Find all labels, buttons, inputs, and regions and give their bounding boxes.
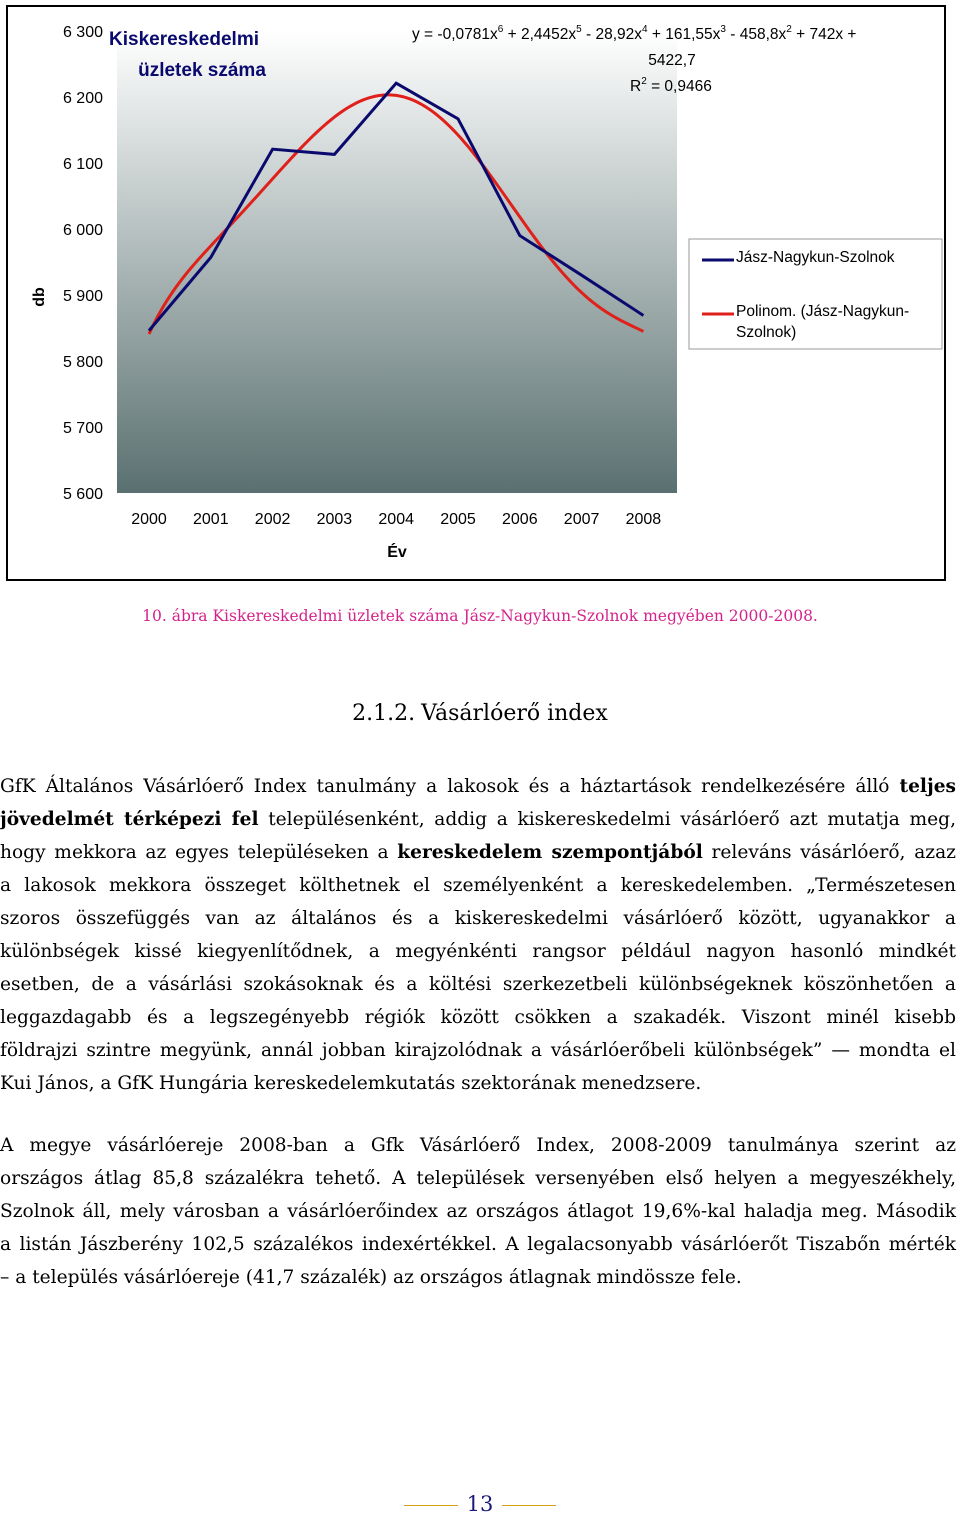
- text-line: [0, 1228, 956, 1261]
- chart-frame: [6, 5, 946, 581]
- text-line: [0, 869, 956, 902]
- footer-rule-right: [502, 1505, 556, 1506]
- line-chart: [8, 7, 948, 583]
- text-run: GfK Általános Vásárlóerő Index tanulmány a lakosok és a háztartások rendelkezésére álló: [0, 776, 900, 797]
- x-tick-label: 2008: [625, 511, 662, 528]
- text-run: A megye vásárlóereje 2008-ban a Gfk Vásárlóerő Index, 2008-2009 tanulmánya szerint az: [0, 1135, 956, 1156]
- page-footer: [0, 1492, 960, 1516]
- y-axis-label: db: [31, 287, 48, 307]
- y-tick-label: 6 100: [62, 156, 103, 173]
- x-tick-label: 2007: [563, 511, 600, 528]
- y-tick-label: 6 300: [62, 24, 103, 41]
- text-line: [0, 968, 956, 1001]
- text-line: [0, 1129, 956, 1162]
- text-line: [0, 1261, 956, 1294]
- legend-label-polynomial-trend-line-1: Polinom. (Jász-Nagykun-: [736, 303, 910, 320]
- trend-equation: $y = -0,0781x^6 + 2,4452x^5 - 28,92x^4 + 161,55x^3 - 458,8x^2 + 742x$ +: [412, 24, 857, 43]
- paragraph-1: [0, 770, 956, 1100]
- x-tick-label: 2002: [254, 511, 291, 528]
- legend-label-jasz-nagykun-szolnok: Jász-Nagykun-Szolnok: [736, 249, 895, 266]
- text-line: [0, 1067, 956, 1100]
- legend: [689, 239, 942, 349]
- paragraph-2: [0, 1129, 956, 1294]
- x-tick-label: 2006: [502, 511, 538, 528]
- x-tick-label: 2003: [316, 511, 353, 528]
- text-run: országos átlag 85,8 százalékra tehető. A települések versenyében első helyen a megyeszékhely,: [0, 1168, 956, 1189]
- text-line: [0, 935, 956, 968]
- text-run: releváns vásárlóerő, azaz: [702, 842, 956, 863]
- text-run: – a település vásárlóereje (41,7 százalék) az országos átlagnak mindössze fele.: [0, 1267, 742, 1288]
- text-line: [0, 1162, 956, 1195]
- footer-rule-left: [404, 1505, 458, 1506]
- x-tick-label: 2004: [378, 511, 414, 528]
- legend-label-polynomial-trend-line-2: Szolnok): [736, 324, 797, 341]
- plot-area: [117, 31, 677, 493]
- trend-equation-constant: 5422,7: [648, 52, 696, 69]
- y-tick-label: 5 700: [62, 420, 103, 437]
- text-line: [0, 902, 956, 935]
- section-heading: [0, 701, 960, 726]
- y-tick-label: 5 600: [62, 486, 103, 503]
- text-line: [0, 1195, 956, 1228]
- figure-caption: 10. ábra Kiskereskedelmi üzletek száma Jász-Nagykun-Szolnok megyében 2000-2008.: [142, 607, 818, 625]
- page-number: 13: [466, 1492, 494, 1516]
- text-run: szoros összefüggés van az általános és a kiskereskedelmi vásárlóerő között, ugyanakkor a: [0, 908, 956, 929]
- bold-text: kereskedelem szempontjából: [397, 842, 703, 863]
- text-line: [0, 1034, 956, 1067]
- text-line: [0, 803, 956, 836]
- bold-text: jövedelmét térképezi fel: [0, 809, 259, 830]
- text-run: esetben, de a vásárlási szokásoknak és a költési szerkezetbeli különbségeknek köszönhetően a: [0, 974, 956, 995]
- text-line: [0, 836, 956, 869]
- y-tick-label: 6 000: [62, 222, 103, 239]
- x-tick-label: 2005: [440, 511, 476, 528]
- y-tick-label: 5 800: [62, 354, 103, 371]
- section-title: Vásárlóerő index: [421, 701, 608, 726]
- text-run: földrajzi szintre megyünk, annál jobban kirajzolódnak a vásárlóerőbeli különbségek” — mondta el: [0, 1040, 956, 1061]
- text-run: Kui János, a GfK Hungária kereskedelemkutatás szektorának menedzsere.: [0, 1073, 702, 1094]
- text-run: a listán Jászberény 102,5 százalékos indexértékkel. A legalacsonyabb vásárlóerőt Tiszabőn mérték: [0, 1234, 956, 1255]
- y-tick-label: 5 900: [62, 288, 103, 305]
- chart-title-line-2: üzletek száma: [138, 60, 266, 81]
- section-number: 2.1.2.: [352, 701, 416, 726]
- chart-title-line-1: Kiskereskedelmi: [109, 29, 259, 50]
- text-line: [0, 770, 956, 803]
- x-axis-label: Év: [387, 544, 407, 561]
- r-squared: $R^2 = 0,9466$: [630, 76, 712, 95]
- x-tick-label: 2000: [131, 511, 167, 528]
- text-run: Szolnok áll, mely városban a vásárlóerőindex az országos átlagot 19,6%-kal haladja meg. Második: [0, 1201, 956, 1222]
- text-line: [0, 1001, 956, 1034]
- text-run: a lakosok mekkora összeget költhetnek el személyenként a kereskedelemben. „Természetesen: [0, 875, 956, 896]
- text-run: településenként, addig a kiskereskedelmi vásárlóerő azt mutatja meg,: [258, 809, 956, 830]
- text-run: hogy mekkora az egyes településeken a: [0, 842, 398, 863]
- bold-text: teljes: [899, 776, 956, 797]
- y-tick-label: 6 200: [62, 90, 103, 107]
- text-run: különbségek kissé kiegyenlítődnek, a megyénkénti rangsor például nagyon hasonló mindkét: [0, 941, 956, 962]
- x-tick-label: 2001: [193, 511, 229, 528]
- text-run: leggazdagabb és a legszegényebb régiók között csökken a szakadék. Viszont minél kisebb: [0, 1007, 956, 1028]
